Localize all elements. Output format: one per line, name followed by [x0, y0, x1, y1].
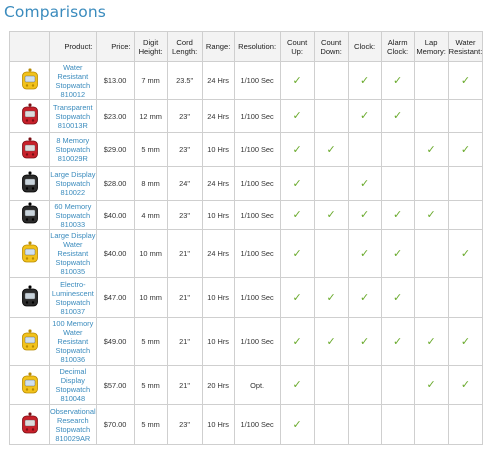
count-up-check: ✓	[292, 176, 302, 190]
price-cell: $57.00	[96, 366, 134, 405]
alarm-check: ✓	[393, 208, 403, 221]
digit-height-cell: 12 mm	[134, 100, 167, 133]
comparison-table	[9, 31, 483, 445]
yellow-stopwatch-icon[interactable]	[20, 372, 40, 396]
table-row	[10, 230, 483, 278]
range-cell: 24 Hrs	[202, 100, 234, 133]
clock-check: ✓	[360, 334, 370, 348]
count-down-check: ✓	[326, 334, 336, 348]
lap-memory-check: ✓	[426, 378, 436, 391]
resolution-cell: 1/100 Sec	[234, 278, 280, 318]
product-link[interactable]: Large Display Water Resistant Stopwatch 810035	[50, 231, 96, 276]
product-link[interactable]: Transparent Stopwatch 810013R	[53, 102, 93, 130]
water-resistant-check: ✓	[460, 334, 471, 348]
header-count-up: Count Up:	[280, 32, 314, 62]
cord-length-cell: 24"	[167, 167, 202, 201]
header-lap-memory: Lap Memory:	[414, 32, 448, 62]
digit-height-cell: 5 mm	[134, 366, 167, 405]
resolution-cell: 1/100 Sec	[234, 100, 280, 133]
resolution-cell: 1/100 Sec	[234, 405, 280, 445]
table-row	[10, 100, 483, 133]
yellow-stopwatch-icon[interactable]	[20, 329, 40, 353]
product-link[interactable]: Decimal Display Stopwatch 810048	[55, 367, 91, 403]
cord-length-cell: 23"	[167, 100, 202, 133]
header-cord-length: Cord Length:	[167, 32, 202, 62]
digit-height-cell: 5 mm	[134, 318, 167, 366]
price-cell: $23.00	[96, 100, 134, 133]
digit-height-cell: 5 mm	[134, 133, 167, 167]
water-resistant-check: ✓	[460, 246, 471, 260]
cord-length-cell: 23"	[167, 133, 202, 167]
clock-check: ✓	[360, 208, 370, 221]
range-cell: 10 Hrs	[202, 133, 234, 167]
cord-length-cell: 21"	[167, 278, 202, 318]
count-down-check: ✓	[326, 290, 336, 304]
price-cell: $40.00	[96, 230, 134, 278]
alarm-check: ✓	[393, 73, 403, 87]
clock-check: ✓	[360, 290, 370, 304]
cord-length-cell: 21"	[167, 366, 202, 405]
count-up-check: ✓	[292, 109, 302, 122]
table-row	[10, 62, 483, 100]
header-resolution: Resolution:	[234, 32, 280, 62]
lap-memory-check: ✓	[426, 142, 436, 156]
header-digit-height: Digit Height:	[134, 32, 167, 62]
range-cell: 10 Hrs	[202, 201, 234, 230]
price-cell: $40.00	[96, 201, 134, 230]
alarm-check: ✓	[393, 246, 403, 260]
price-cell: $49.00	[96, 318, 134, 366]
water-resistant-check: ✓	[460, 142, 471, 156]
black-stopwatch-icon[interactable]	[20, 285, 40, 309]
product-link[interactable]: 60 Memory Stopwatch 810033	[54, 201, 92, 229]
range-cell: 10 Hrs	[202, 278, 234, 318]
count-down-check: ✓	[326, 142, 336, 156]
table-row	[10, 366, 483, 405]
count-up-check: ✓	[292, 73, 302, 87]
range-cell: 10 Hrs	[202, 405, 234, 445]
table-row	[10, 278, 483, 318]
count-up-check: ✓	[292, 208, 302, 221]
header-price: Price:	[96, 32, 134, 62]
page-title: Comparisons	[4, 3, 106, 21]
lap-memory-check: ✓	[426, 208, 436, 221]
price-cell: $70.00	[96, 405, 134, 445]
header-row	[10, 32, 483, 62]
table-row	[10, 318, 483, 366]
count-up-check: ✓	[292, 246, 302, 260]
range-cell: 24 Hrs	[202, 230, 234, 278]
count-up-check: ✓	[292, 334, 302, 348]
count-up-check: ✓	[292, 417, 302, 431]
count-up-check: ✓	[292, 142, 302, 156]
resolution-cell: 1/100 Sec	[234, 62, 280, 100]
yellow-stopwatch-icon[interactable]	[20, 241, 40, 265]
product-link[interactable]: Large Display Stopwatch 810022	[50, 170, 96, 197]
table-row	[10, 405, 483, 445]
yellow-stopwatch-icon[interactable]	[20, 68, 40, 92]
header-range: Range:	[202, 32, 234, 62]
resolution-cell: 1/100 Sec	[234, 318, 280, 366]
range-cell: 20 Hrs	[202, 366, 234, 405]
header-product: Product:	[50, 32, 97, 62]
price-cell: $13.00	[96, 62, 134, 100]
cord-length-cell: 21"	[167, 230, 202, 278]
resolution-cell: 1/100 Sec	[234, 201, 280, 230]
range-cell: 24 Hrs	[202, 62, 234, 100]
header-clock: Clock:	[348, 32, 381, 62]
clock-check: ✓	[360, 109, 370, 122]
product-link[interactable]: Observational Research Stopwatch 810029AR	[50, 406, 96, 443]
header-image	[10, 32, 50, 62]
count-up-check: ✓	[292, 378, 302, 391]
digit-height-cell: 4 mm	[134, 201, 167, 230]
resolution-cell: Opt.	[234, 366, 280, 405]
digit-height-cell: 10 mm	[134, 278, 167, 318]
black-stopwatch-icon[interactable]	[20, 171, 40, 195]
digit-height-cell: 10 mm	[134, 230, 167, 278]
resolution-cell: 1/100 Sec	[234, 133, 280, 167]
product-link[interactable]: 8 Memory Stopwatch 810029R	[55, 136, 91, 163]
cord-length-cell: 23"	[167, 201, 202, 230]
red-stopwatch-icon[interactable]	[20, 412, 40, 436]
clock-check: ✓	[360, 246, 370, 260]
digit-height-cell: 8 mm	[134, 167, 167, 201]
black-stopwatch-icon[interactable]	[20, 202, 40, 226]
clock-check: ✓	[360, 73, 370, 87]
range-cell: 24 Hrs	[202, 167, 234, 201]
red-stopwatch-icon[interactable]	[20, 137, 40, 161]
clock-check: ✓	[360, 176, 370, 190]
table-row	[10, 133, 483, 167]
alarm-check: ✓	[393, 334, 403, 348]
water-resistant-check: ✓	[460, 378, 471, 391]
alarm-check: ✓	[393, 109, 403, 122]
header-water-resistant: Water Resistant:	[448, 32, 483, 62]
resolution-cell: 1/100 Sec	[234, 167, 280, 201]
product-link[interactable]: 100 Memory Water Resistant Stopwatch 810036	[52, 319, 94, 364]
lap-memory-check: ✓	[426, 334, 436, 348]
cord-length-cell: 21"	[167, 318, 202, 366]
price-cell: $47.00	[96, 278, 134, 318]
range-cell: 10 Hrs	[202, 318, 234, 366]
product-link[interactable]: Electro-Luminescent Stopwatch 810037	[51, 279, 94, 316]
alarm-check: ✓	[393, 290, 403, 304]
price-cell: $28.00	[96, 167, 134, 201]
resolution-cell: 1/100 Sec	[234, 230, 280, 278]
table-row	[10, 167, 483, 201]
water-resistant-check: ✓	[460, 73, 471, 87]
header-count-down: Count Down:	[314, 32, 348, 62]
red-stopwatch-icon[interactable]	[20, 103, 40, 127]
price-cell: $29.00	[96, 133, 134, 167]
product-link[interactable]: Water Resistant Stopwatch 810012	[55, 62, 91, 99]
digit-height-cell: 5 mm	[134, 405, 167, 445]
cord-length-cell: 23.5"	[167, 62, 202, 100]
cord-length-cell: 23"	[167, 405, 202, 445]
header-alarm-clock: Alarm Clock:	[381, 32, 414, 62]
table-row	[10, 201, 483, 230]
count-up-check: ✓	[292, 290, 302, 304]
count-down-check: ✓	[326, 208, 336, 221]
digit-height-cell: 7 mm	[134, 62, 167, 100]
